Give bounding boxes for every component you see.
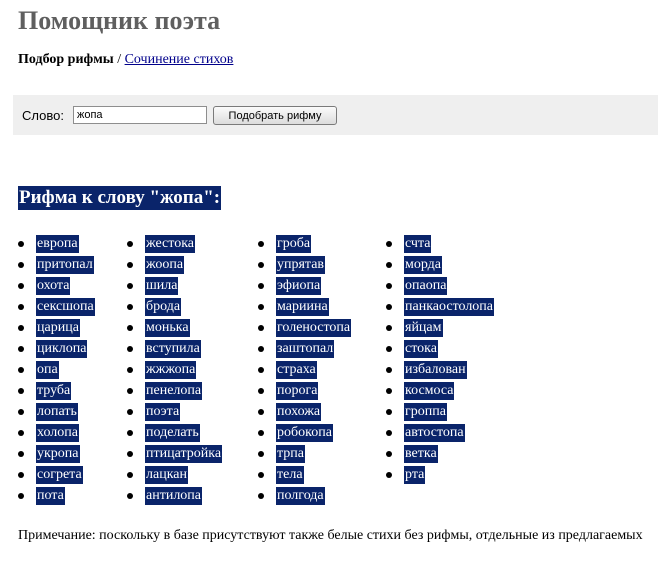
rhyme-word: брода bbox=[146, 299, 181, 314]
rhyme-word: шила bbox=[146, 278, 178, 293]
rhyme-word: охота bbox=[37, 278, 70, 293]
rhyme-item bbox=[258, 422, 351, 443]
rhyme-item bbox=[18, 254, 95, 275]
rhyme-item bbox=[258, 401, 351, 422]
rhyme-item bbox=[127, 359, 222, 380]
nav-current-rhyme: Подбор рифмы bbox=[18, 52, 114, 67]
search-label: Слово: bbox=[22, 108, 64, 123]
rhyme-item bbox=[386, 338, 494, 359]
rhyme-item bbox=[18, 401, 95, 422]
rhyme-word: согрета bbox=[37, 467, 82, 482]
rhyme-item bbox=[386, 464, 494, 485]
rhyme-word: укропа bbox=[37, 446, 79, 461]
rhyme-word: полгода bbox=[277, 488, 324, 503]
rhyme-item bbox=[258, 485, 351, 506]
rhyme-item bbox=[386, 317, 494, 338]
rhyme-item bbox=[127, 422, 222, 443]
find-rhyme-button[interactable]: Подобрать рифму bbox=[213, 106, 337, 125]
rhyme-item bbox=[258, 464, 351, 485]
rhyme-item bbox=[386, 380, 494, 401]
rhyme-word: мариина bbox=[277, 299, 328, 314]
rhyme-word: поэта bbox=[146, 404, 180, 419]
results-heading: Рифма к слову "жопа": bbox=[19, 187, 221, 208]
rhyme-word: автостопа bbox=[405, 425, 464, 440]
rhyme-word: гроба bbox=[277, 236, 311, 251]
rhyme-word: тела bbox=[277, 467, 303, 482]
rhyme-item bbox=[18, 317, 95, 338]
rhyme-word: ветка bbox=[405, 446, 437, 461]
rhyme-item bbox=[386, 296, 494, 317]
rhyme-item bbox=[127, 296, 222, 317]
rhyme-word: трпа bbox=[277, 446, 304, 461]
rhyme-item bbox=[258, 338, 351, 359]
rhyme-word: лопать bbox=[37, 404, 77, 419]
rhyme-column-4 bbox=[386, 233, 494, 485]
rhyme-word: морда bbox=[405, 257, 442, 272]
rhyme-item bbox=[386, 422, 494, 443]
rhyme-word: стока bbox=[405, 341, 437, 356]
rhyme-item bbox=[18, 380, 95, 401]
rhyme-word: лацкан bbox=[146, 467, 187, 482]
rhyme-item bbox=[18, 359, 95, 380]
rhyme-item bbox=[127, 275, 222, 296]
rhyme-column-2 bbox=[127, 233, 222, 506]
rhyme-word: европа bbox=[37, 236, 78, 251]
rhyme-word: робокопа bbox=[277, 425, 332, 440]
rhyme-word: холопа bbox=[37, 425, 78, 440]
rhyme-item bbox=[386, 401, 494, 422]
rhyme-item bbox=[258, 296, 351, 317]
rhyme-item bbox=[127, 317, 222, 338]
rhyme-word: счта bbox=[405, 236, 431, 251]
rhyme-word: антилопа bbox=[146, 488, 202, 503]
search-panel bbox=[13, 95, 658, 135]
rhyme-item bbox=[386, 233, 494, 254]
rhyme-item bbox=[127, 464, 222, 485]
rhyme-item bbox=[386, 359, 494, 380]
nav-bar bbox=[18, 52, 233, 68]
rhyme-item bbox=[127, 338, 222, 359]
rhyme-item bbox=[18, 464, 95, 485]
rhyme-word: избалован bbox=[405, 362, 466, 377]
rhyme-word: яйцам bbox=[405, 320, 442, 335]
rhyme-column-1 bbox=[18, 233, 95, 506]
rhyme-item bbox=[258, 359, 351, 380]
rhyme-word: жоопа bbox=[146, 257, 184, 272]
rhyme-word: труба bbox=[37, 383, 71, 398]
rhyme-word: опа bbox=[37, 362, 58, 377]
rhyme-word: голеностопа bbox=[277, 320, 351, 335]
rhyme-word: циклопа bbox=[37, 341, 87, 356]
rhyme-word: поделать bbox=[146, 425, 199, 440]
rhyme-item bbox=[127, 380, 222, 401]
rhyme-word: царица bbox=[37, 320, 79, 335]
rhyme-item bbox=[386, 443, 494, 464]
rhyme-item bbox=[127, 443, 222, 464]
rhyme-item bbox=[18, 485, 95, 506]
rhyme-item bbox=[127, 254, 222, 275]
nav-link-compose[interactable]: Сочинение стихов bbox=[124, 52, 234, 67]
rhyme-item bbox=[127, 233, 222, 254]
rhyme-word: птицатройка bbox=[146, 446, 222, 461]
rhyme-item bbox=[258, 380, 351, 401]
rhyme-word: похожа bbox=[277, 404, 321, 419]
rhyme-item bbox=[127, 485, 222, 506]
rhyme-item bbox=[18, 338, 95, 359]
rhyme-word: опаопа bbox=[405, 278, 447, 293]
rhyme-item bbox=[258, 443, 351, 464]
rhyme-word: монька bbox=[146, 320, 189, 335]
rhyme-word: притопал bbox=[37, 257, 93, 272]
rhyme-word: жестока bbox=[146, 236, 195, 251]
rhyme-word: жжжопа bbox=[146, 362, 196, 377]
rhyme-item bbox=[386, 275, 494, 296]
note-text: Примечание: поскольку в базе присутствуют также белые стихи без рифмы, отдельные из предлагаемых bbox=[18, 528, 643, 543]
rhyme-word: упрятав bbox=[277, 257, 325, 272]
rhyme-word: космоса bbox=[405, 383, 454, 398]
rhyme-word: порога bbox=[277, 383, 318, 398]
rhyme-item bbox=[18, 422, 95, 443]
search-input[interactable] bbox=[73, 106, 207, 124]
rhyme-column-3 bbox=[258, 233, 351, 506]
rhyme-item bbox=[258, 317, 351, 338]
rhyme-word: пота bbox=[37, 488, 64, 503]
rhyme-item bbox=[258, 254, 351, 275]
rhyme-item bbox=[18, 275, 95, 296]
rhyme-word: пенелопа bbox=[146, 383, 202, 398]
rhyme-item bbox=[18, 296, 95, 317]
page-title: Помощник поэта bbox=[18, 6, 221, 35]
rhyme-item bbox=[18, 443, 95, 464]
rhyme-item bbox=[18, 233, 95, 254]
rhyme-item bbox=[386, 254, 494, 275]
rhyme-word: страха bbox=[277, 362, 316, 377]
rhyme-word: вступила bbox=[146, 341, 200, 356]
rhyme-item bbox=[258, 275, 351, 296]
rhyme-word: сексшопа bbox=[37, 299, 94, 314]
rhyme-word: заштопал bbox=[277, 341, 334, 356]
nav-separator: / bbox=[113, 52, 125, 67]
rhyme-item bbox=[258, 233, 351, 254]
rhyme-word: панкаостолопа bbox=[405, 299, 494, 314]
rhyme-word: рта bbox=[405, 467, 425, 482]
rhyme-word: эфиопа bbox=[277, 278, 321, 293]
rhyme-word: гроппа bbox=[405, 404, 446, 419]
rhyme-item bbox=[127, 401, 222, 422]
